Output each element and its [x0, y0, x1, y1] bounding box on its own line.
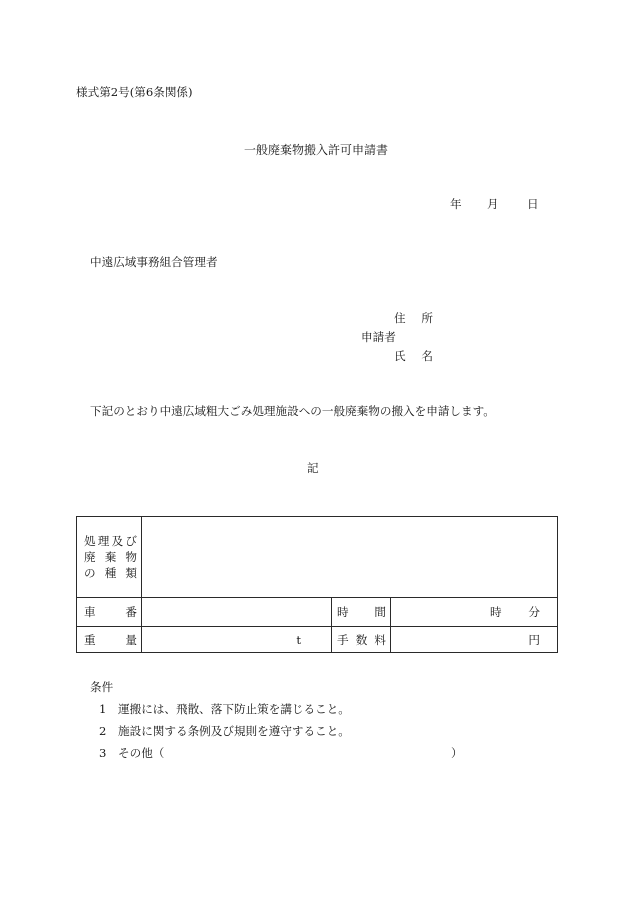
fee-value-field[interactable]	[391, 627, 558, 653]
applicant-address-label-text: 住所	[394, 311, 433, 325]
waste-type-label-line-2: 廃棄物	[84, 550, 137, 564]
applicant-label: 申請者	[361, 330, 396, 344]
ki-heading: 記	[307, 461, 319, 475]
weight-label: 重量	[84, 632, 137, 647]
fee-label-cell	[332, 627, 391, 653]
condition-3-text: その他（	[118, 746, 165, 760]
weight-unit: t	[296, 632, 301, 647]
form-number: 様式第2号(第6条関係)	[76, 85, 193, 99]
time-hour-unit: 時	[490, 605, 502, 619]
vehicle-number-label-cell	[77, 598, 142, 627]
document-title: 一般廃棄物搬入許可申請書	[243, 143, 388, 157]
time-label: 時間	[337, 605, 386, 619]
condition-1-number: 1	[99, 702, 107, 716]
applicant-address-label	[394, 310, 433, 326]
waste-type-label-cell	[77, 517, 142, 598]
table-row-vehicle-time	[77, 598, 558, 627]
vehicle-number-label: 車番	[84, 605, 137, 619]
time-value-field[interactable]	[391, 598, 558, 627]
waste-type-value-field[interactable]	[142, 517, 558, 598]
condition-2-text: 施設に関する条例及び規則を遵守すること。	[118, 724, 350, 738]
condition-3-other-field[interactable]	[164, 745, 449, 761]
applicant-name-label-text: 氏名	[394, 349, 433, 363]
time-minute-unit: 分	[528, 605, 541, 619]
waste-type-label-line-1: 処理及び	[84, 534, 137, 548]
table-row-waste-type	[77, 517, 558, 598]
fee-unit: 円	[528, 632, 541, 647]
addressee: 中遠広域事務組合管理者	[90, 255, 218, 269]
condition-1-text: 運搬には、飛散、落下防止策を講じること。	[118, 702, 350, 716]
table-row-weight-fee	[77, 627, 558, 653]
conditions-heading: 条件	[90, 680, 114, 694]
form-table	[76, 516, 558, 653]
weight-label-cell	[77, 627, 142, 653]
vehicle-number-value-field[interactable]	[142, 598, 332, 627]
date-day-label: 日	[527, 197, 539, 211]
time-label-cell	[332, 598, 391, 627]
waste-type-label-line-3: の種類	[84, 566, 137, 580]
weight-value-field[interactable]	[142, 627, 332, 653]
fee-label: 手数料	[337, 632, 386, 647]
condition-2-number: 2	[99, 724, 107, 738]
date-month-label: 月	[487, 197, 499, 211]
body-text: 下記のとおり中遠広域粗大ごみ処理施設への一般廃棄物の搬入を申請します。	[90, 404, 495, 418]
condition-3-close-paren: ）	[451, 746, 463, 760]
condition-3-number: 3	[99, 746, 107, 760]
applicant-name-label	[394, 348, 433, 364]
date-year-label: 年	[450, 197, 462, 211]
